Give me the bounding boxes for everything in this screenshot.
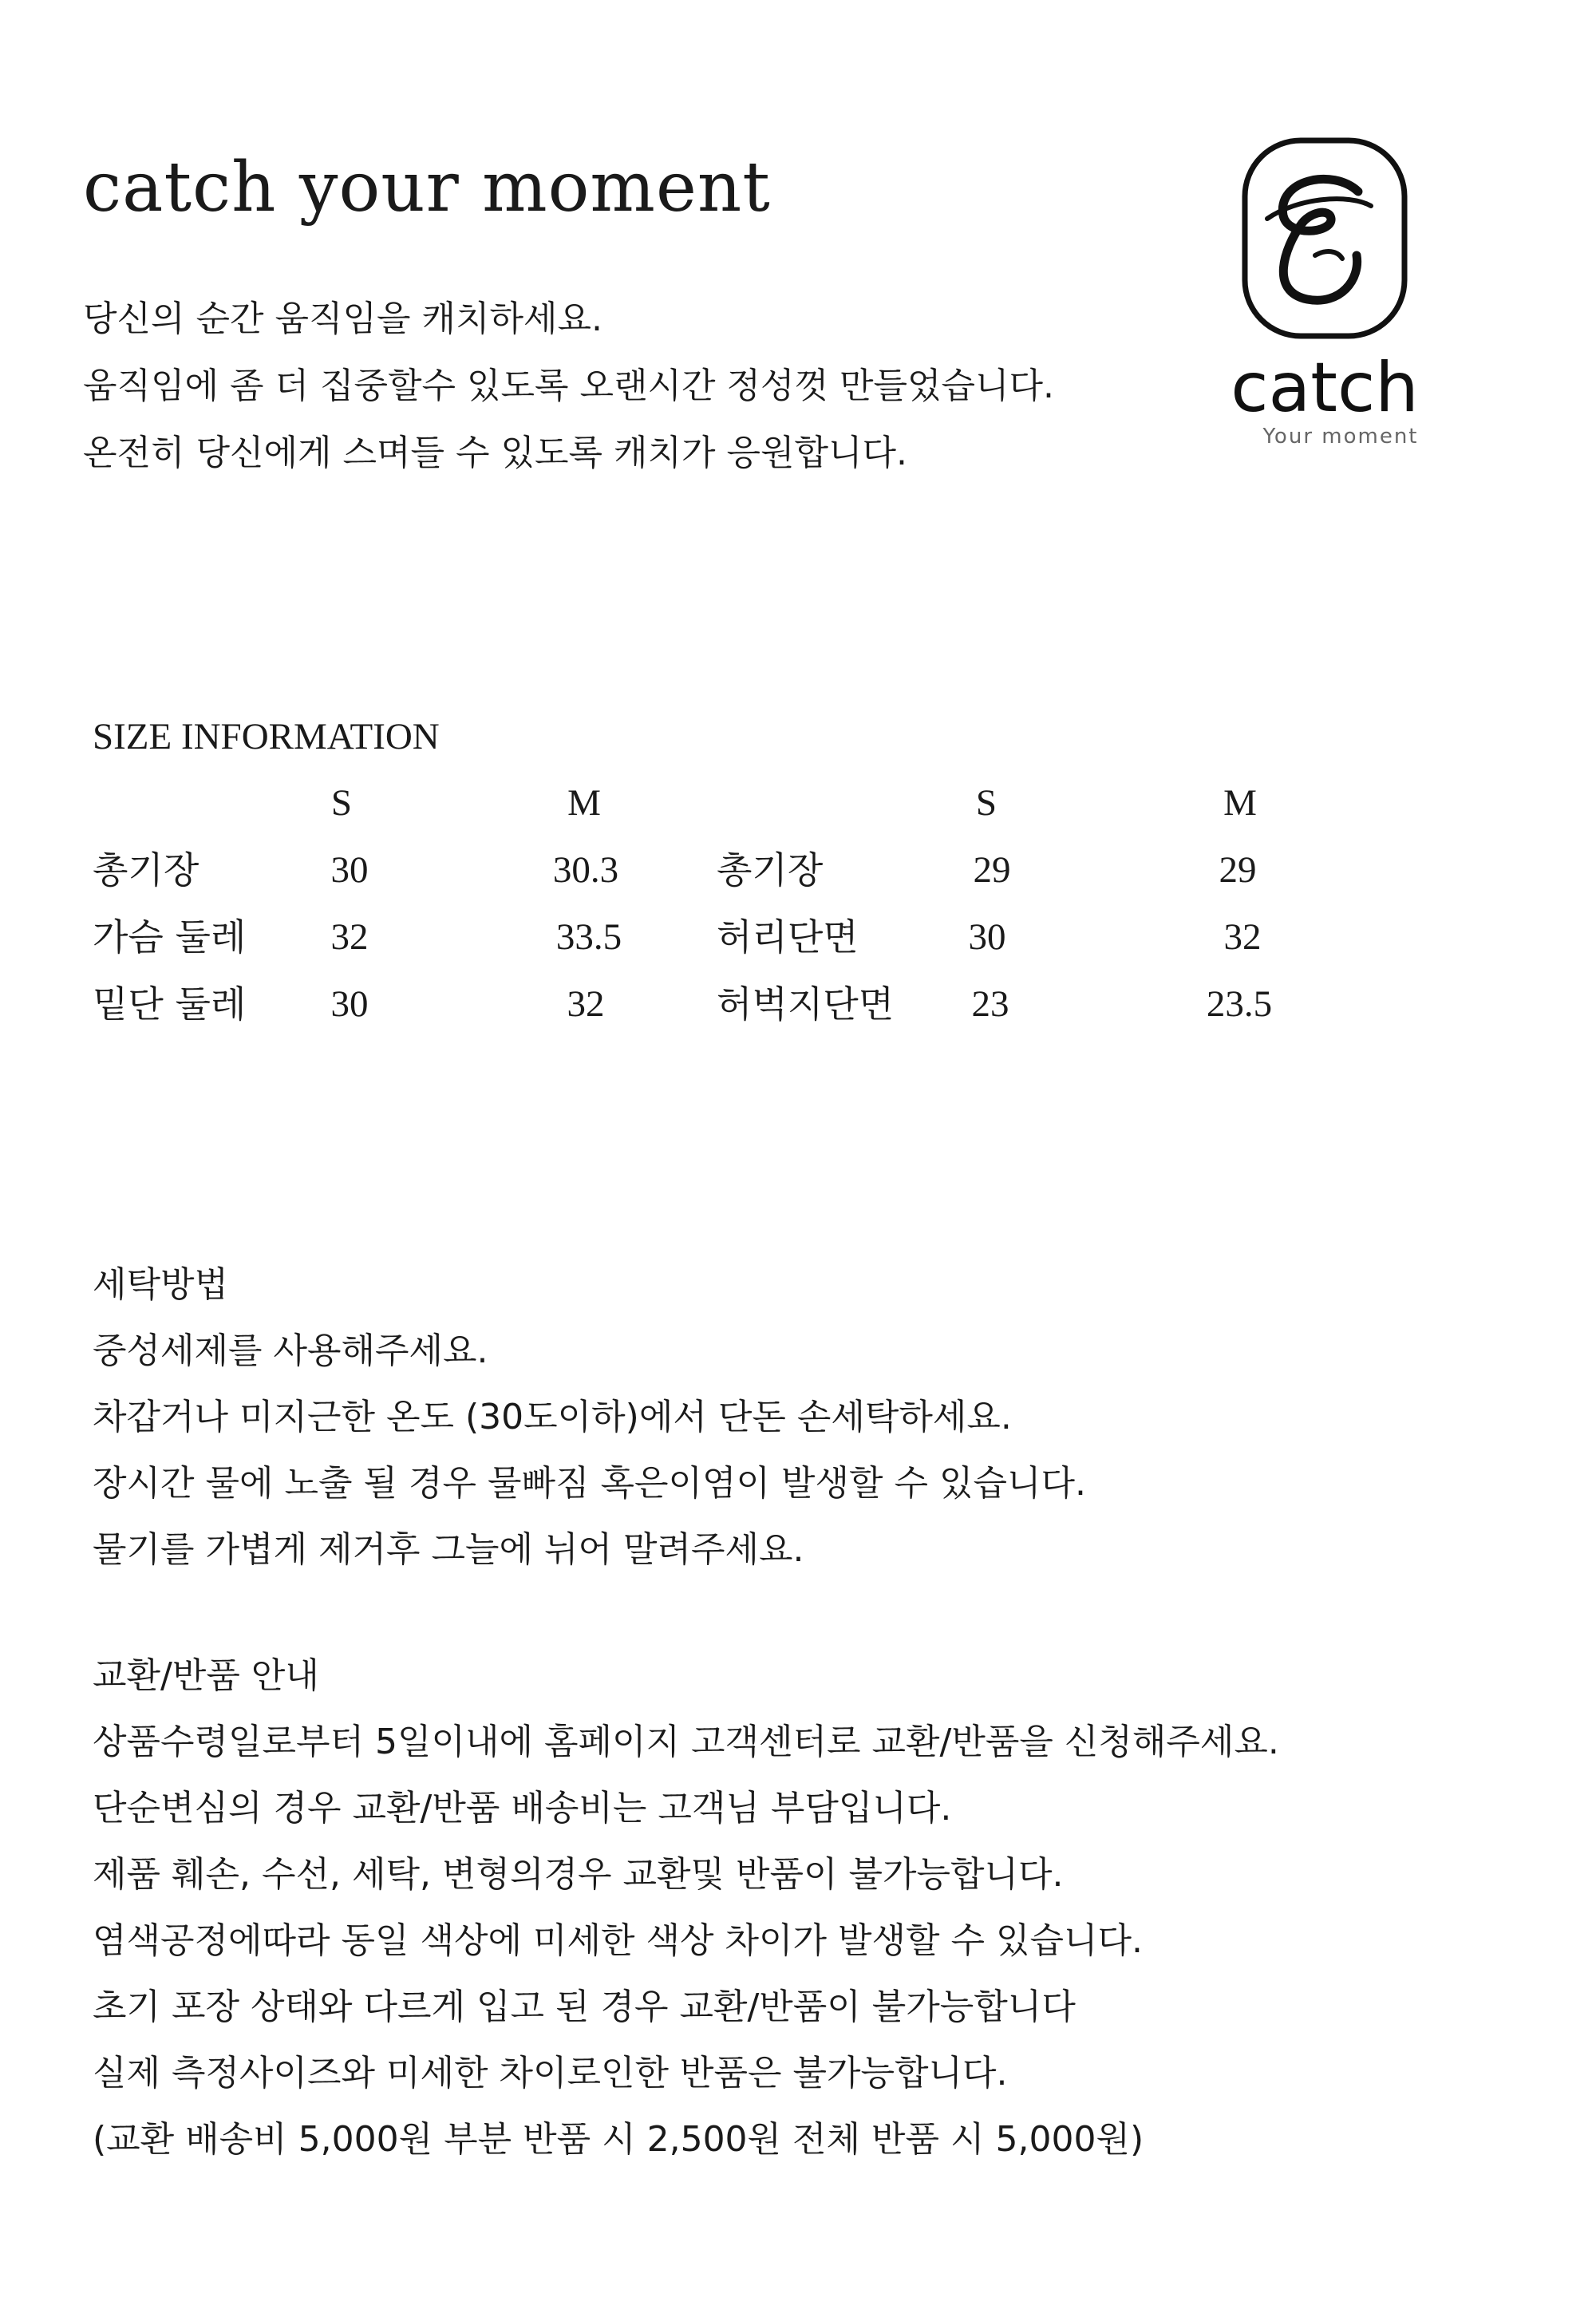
size-row-label: 총기장 — [93, 848, 200, 892]
exchange-line: 초기 포장 상태와 다르게 입고 된 경우 교환/반품이 불가능합니다 — [93, 1987, 1076, 2027]
exchange-section — [93, 1643, 1279, 2173]
size-row-label: 허벅지단면 — [717, 982, 895, 1026]
size-header-m: M — [1223, 782, 1257, 824]
size-row-label: 가슴 둘레 — [93, 915, 247, 959]
exchange-line: 제품 훼손, 수선, 세탁, 변형의경우 교환및 반품이 불가능합니다. — [93, 1854, 1064, 1895]
size-value-m: 29 — [1219, 849, 1257, 891]
size-row-label: 허리단면 — [717, 915, 859, 959]
size-value-m: 30.3 — [552, 849, 619, 891]
exchange-line: (교환 배송비 5,000원 부분 반품 시 2,500원 전체 반품 시 5,000원) — [93, 2119, 1144, 2160]
intro-line: 온전히 당신에게 스며들 수 있도록 캐치가 응원합니다. — [83, 433, 907, 473]
size-header-s: S — [330, 782, 353, 824]
size-value-m: 32 — [1223, 916, 1262, 958]
size-value-s: 30 — [330, 983, 369, 1025]
washing-line: 장시간 물에 노출 될 경우 물빠짐 혹은이염이 발생할 수 있습니다. — [93, 1463, 1086, 1504]
exchange-line: 염색공정에따라 동일 색상에 미세한 색상 차이가 발생할 수 있습니다. — [93, 1920, 1143, 1961]
exchange-line: 실제 측정사이즈와 미세한 차이로인한 반품은 불가능합니다. — [93, 2053, 1008, 2093]
size-header-s: S — [975, 782, 998, 824]
logo-tagline: Your moment — [1262, 425, 1419, 449]
intro-line: 당신의 순간 움직임을 캐치하세요. — [83, 299, 602, 339]
size-row-label: 밑단 둘레 — [93, 982, 247, 1026]
washing-line: 중성세제를 사용해주세요. — [93, 1330, 488, 1371]
size-value-s: 30 — [330, 849, 369, 891]
size-value-m: 23.5 — [1206, 983, 1273, 1025]
size-row-label: 총기장 — [717, 848, 824, 892]
size-value-m: 32 — [567, 983, 605, 1025]
size-value-s: 32 — [330, 916, 369, 958]
size-value-s: 30 — [968, 916, 1006, 958]
exchange-title: 교환/반품 안내 — [93, 1655, 319, 1696]
size-value-m: 33.5 — [555, 916, 622, 958]
washing-title: 세탁방법 — [93, 1264, 229, 1305]
washing-section — [93, 1251, 1086, 1583]
size-table — [0, 0, 1596, 1117]
washing-line: 물기를 가볍게 제거후 그늘에 뉘어 말려주세요. — [93, 1529, 804, 1570]
headline: catch your moment — [83, 148, 771, 227]
washing-line: 차갑거나 미지근한 온도 (30도이하)에서 단돈 손세탁하세요. — [93, 1397, 1012, 1437]
size-info-title: SIZE INFORMATION — [93, 716, 440, 757]
size-header-m: M — [567, 782, 601, 824]
exchange-line: 상품수령일로부터 5일이내에 홈페이지 고객센터로 교환/반품을 신청해주세요. — [93, 1722, 1279, 1762]
exchange-line: 단순변심의 경우 교환/반품 배송비는 고객님 부담입니다. — [93, 1788, 952, 1829]
size-value-s: 29 — [973, 849, 1011, 891]
size-value-s: 23 — [971, 983, 1009, 1025]
intro-line: 움직임에 좀 더 집중할수 있도록 오랜시간 정성껏 만들었습니다. — [83, 366, 1054, 406]
logo-wordmark: catch — [1231, 348, 1419, 428]
